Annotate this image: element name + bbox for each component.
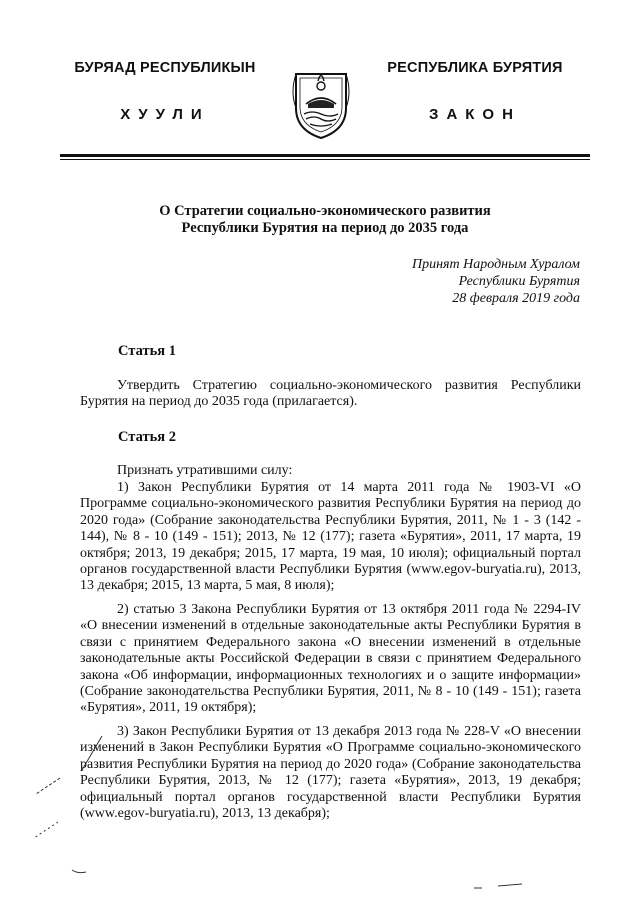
law-title (60, 203, 590, 237)
law-title-line1: О Стратегии социально-экономического развития (159, 203, 491, 219)
article-2-item-3: 3) Закон Республики Бурятия от 13 декабря 2013 года № 228-V «О внесении изменений в Закон Республики Бурятия «О Программе социально-экономического развития Республики Бурятия на период до 2020 года» (Собрание законодательства Республики Бурятия, 2013, № 12 (177); газета «Бурятия», 2013, 19 декабря; официальный портал органов государственной власти Республики Бурятия (www.egov-buryatia.ru), 2013, 13 декабря); (80, 724, 581, 822)
law-type-buryat: ХУУЛИ (120, 106, 210, 123)
header-divider-thin (60, 159, 590, 160)
article-2-heading: Статья 2 (118, 429, 176, 445)
pen-mark-bottom-left (70, 868, 90, 878)
law-type-russian: ЗАКОН (429, 106, 521, 123)
adoption-date: 28 февраля 2019 года (452, 291, 580, 306)
adoption-note (412, 256, 580, 307)
republic-name-buryat: БУРЯАД РЕСПУБЛИКЫН (74, 60, 256, 76)
article-2-intro: Признать утратившими силу: (117, 463, 293, 478)
law-title-line2: Республики Бурятия на период до 2035 года (181, 220, 469, 236)
header-right (370, 60, 580, 123)
republic-name-russian: РЕСПУБЛИКА БУРЯТИЯ (387, 60, 563, 76)
header-left (60, 60, 270, 123)
adoption-line1: Принят Народным Хуралом (411, 257, 580, 272)
article-2-item-2: 2) статью 3 Закона Республики Бурятия от 13 октября 2011 года № 2294-IV «О внесении изменений в отдельные законодательные акты Республики Бурятия в связи с принятием Федерального закона «О внесении изменений в отдельные законодательные акты Российской Федерации в связи с принятием Федерального закона «Об информации, информационных технологиях и о защите информации» (Собрание законодательства Республики Бурятия, 2011, № 8 - 10 (149 - 151); газета «Бурятия», 2011, 19 октября); (80, 602, 581, 716)
adoption-line2: Республики Бурятия (458, 274, 580, 289)
header-divider-thick (60, 154, 590, 157)
coat-of-arms-emblem (288, 62, 354, 140)
article-2-item-1: 1) Закон Республики Бурятия от 14 марта 2011 года № 1903-VI «О Программе социально-экономического развития Республики Бурятия на период до 2020 года» (Собрание законодательства Республики Бурятия, 2011, № 1 - 3 (142 - 144), № 8 - 10 (149 - 151); 2013, № 12 (177); газета «Бурятия», 2011, 17 марта, 19 октября; 2013, 19 декабря; 2015, 17 марта, 19 мая, 10 июля); официальный портал органов государственной власти Республики Бурятия (www.egov-buryatia.ru), 2013, 13 декабря; 2015, 13 марта, 5 мая, 8 июля); (80, 480, 581, 594)
article-1-heading: Статья 1 (118, 343, 176, 359)
pen-mark-bottom-right (470, 880, 530, 892)
article-1-text: Утвердить Стратегию социально-экономического развития Республики Бурятия на период до 2035 года (прилагается). (80, 378, 581, 410)
pen-mark-margin (30, 730, 120, 850)
